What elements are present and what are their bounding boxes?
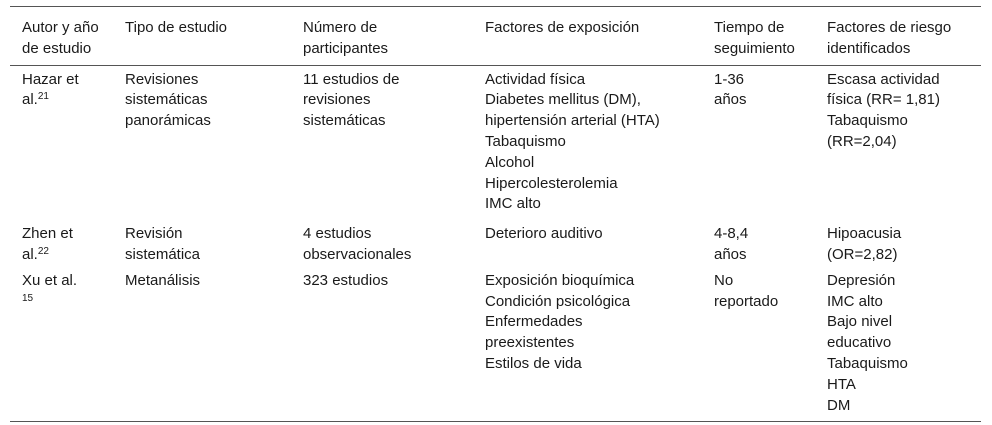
- table-row: [10, 65, 981, 221]
- cell-followup: 4-8,4 años: [714, 225, 749, 263]
- header-study-type: Tipo de estudio: [113, 7, 291, 66]
- table-row: [10, 221, 981, 268]
- cell-participants: 323 estudios: [303, 271, 389, 289]
- header-followup-time: Tiempo de seguimiento: [702, 7, 815, 66]
- cell-study-type: Metanálisis: [125, 271, 201, 289]
- reference-superscript: 15: [22, 292, 34, 304]
- cell-study-type: Revisiones sistemáticas panorámicas: [125, 70, 211, 130]
- header-author-year: Autor y año de estudio: [10, 7, 113, 66]
- cell-study-type: Revisión sistemática: [125, 225, 201, 263]
- cell-risk: Depresión IMC alto Bajo nivel educativo Tabaquismo HTA DM: [827, 271, 908, 414]
- cell-exposure: Actividad física Diabetes mellitus (DM), hipertensión arterial (HTA) Tabaquismo Alcohol Hipercolesterolemia IMC alto: [485, 70, 660, 213]
- cell-exposure: Exposición bioquímica Condición psicológica Enfermedades preexistentes Estilos de vida: [485, 271, 635, 372]
- cell-followup: No reportado: [714, 271, 779, 310]
- reference-superscript: 21: [37, 91, 49, 103]
- cell-risk: Escasa actividad física (RR= 1,81) Tabaquismo (RR=2,04): [827, 70, 940, 150]
- cell-author: Zhen et al.$^{22}$: [22, 225, 73, 263]
- reference-superscript: 22: [37, 245, 49, 257]
- table-body: [10, 65, 981, 422]
- cell-author: Xu et al. $^{15}$: [22, 271, 78, 304]
- cell-participants: 11 estudios de revisiones sistemáticas: [303, 70, 400, 130]
- study-table: [10, 6, 981, 422]
- study-table-container: [10, 6, 981, 422]
- cell-author: Hazar et al.$^{21}$: [22, 70, 79, 109]
- cell-participants: 4 estudios observacionales: [303, 225, 412, 263]
- header-exposure-factors: Factores de exposición: [473, 7, 702, 66]
- cell-risk: Hipoacusia (OR=2,82): [827, 225, 902, 263]
- table-header: [10, 7, 981, 66]
- table-row: [10, 268, 981, 422]
- header-risk-factors: Factores de riesgo identificados: [815, 7, 981, 66]
- header-row: [10, 7, 981, 66]
- cell-followup: 1-36 años: [714, 70, 747, 109]
- header-participants: Número de participantes: [291, 7, 473, 66]
- cell-exposure: Deterioro auditivo: [485, 225, 603, 243]
